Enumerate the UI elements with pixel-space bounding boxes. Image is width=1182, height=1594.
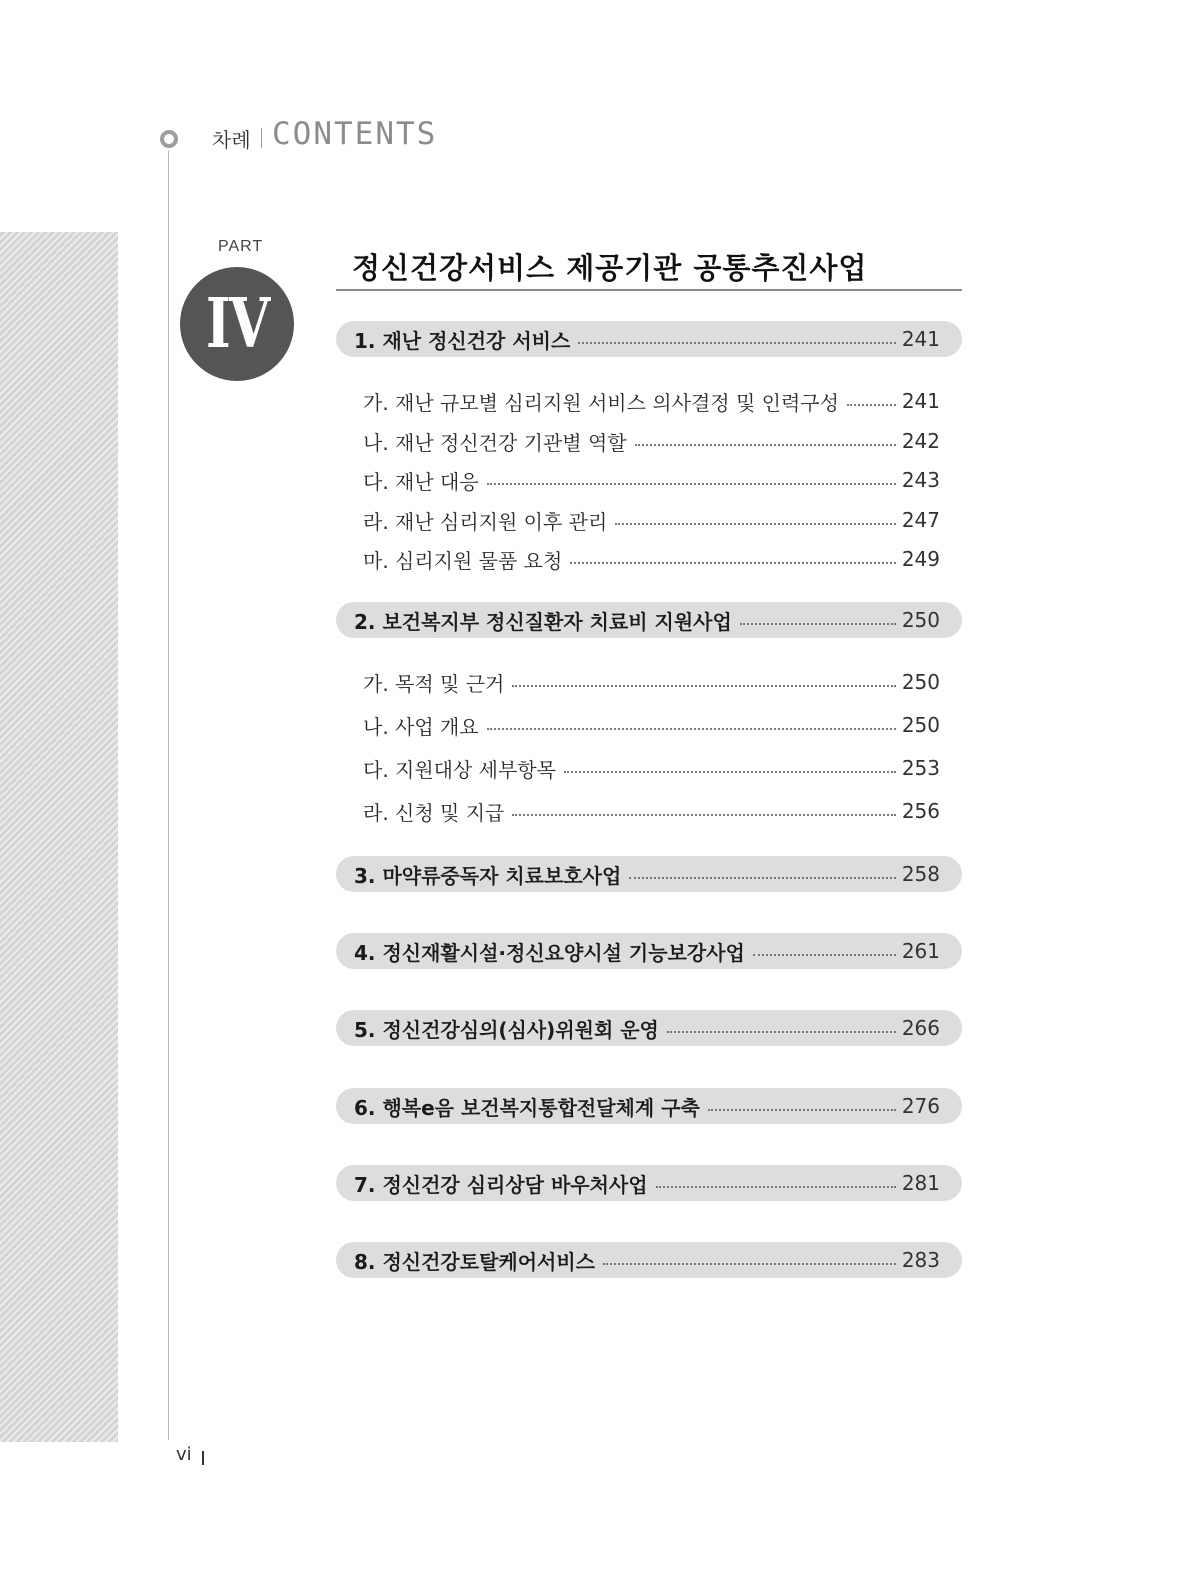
toc-section-label: 3. 마약류중독자 치료보호사업 [354, 863, 622, 888]
header-title: CONTENTS [272, 116, 438, 152]
toc-item-label: 나. 재난 정신건강 기관별 역할 [363, 430, 627, 455]
toc-item-label: 가. 재난 규모별 심리지원 서비스 의사결정 및 인력구성 [363, 390, 839, 415]
toc-item-label: 라. 재난 심리지원 이후 관리 [363, 509, 608, 534]
toc-item-leader [512, 814, 895, 816]
toc-item[interactable] [363, 385, 940, 417]
toc-section-leader [603, 1263, 896, 1265]
title-underline [336, 289, 962, 291]
toc-item-label: 라. 신청 및 지급 [363, 800, 505, 825]
toc-section-leader [656, 1186, 896, 1188]
toc-section-label: 4. 정신재활시설·정신요양시설 기능보강사업 [354, 940, 745, 965]
toc-section-leader [578, 342, 896, 344]
toc-section[interactable] [336, 1010, 962, 1046]
toc-item-label: 가. 목적 및 근거 [363, 671, 505, 696]
toc-item[interactable] [363, 425, 940, 457]
toc-section-label: 7. 정신건강 심리상담 바우처사업 [354, 1172, 648, 1197]
header-separator [261, 128, 262, 148]
toc-section-page: 266 [901, 1016, 940, 1040]
page-number: vi [176, 1444, 192, 1465]
toc-item[interactable] [363, 666, 940, 698]
toc-item-label: 다. 재난 대응 [363, 469, 479, 494]
toc-item-leader [615, 523, 896, 525]
part-title: 정신건강서비스 제공기관 공통추진사업 [352, 251, 868, 285]
toc-item-label: 마. 심리지원 물품 요청 [363, 548, 563, 573]
toc-item[interactable] [363, 709, 940, 741]
toc-section-page: 276 [901, 1094, 940, 1118]
part-number: IV [205, 284, 269, 364]
toc-section-page: 281 [901, 1171, 940, 1195]
toc-item-leader [487, 728, 896, 730]
toc-section-leader [708, 1109, 896, 1111]
toc-section-page: 258 [901, 862, 940, 886]
toc-section-label: 2. 보건복지부 정신질환자 치료비 지원사업 [354, 609, 732, 634]
toc-item-leader [487, 483, 896, 485]
toc-item-page: 253 [901, 756, 940, 780]
toc-item-leader [635, 444, 896, 446]
toc-section[interactable] [336, 602, 962, 638]
toc-section[interactable] [336, 933, 962, 969]
toc-section-leader [629, 877, 896, 879]
toc-item-page: 256 [901, 799, 940, 823]
toc-section[interactable] [336, 321, 962, 357]
toc-section[interactable] [336, 1165, 962, 1201]
toc-item[interactable] [363, 504, 940, 536]
header-label: 차례 [212, 128, 251, 152]
toc-section[interactable] [336, 856, 962, 892]
toc-section-leader [753, 954, 896, 956]
toc-item-label: 다. 지원대상 세부항목 [363, 757, 556, 782]
toc-section-page: 250 [901, 608, 940, 632]
toc-item-page: 250 [901, 670, 940, 694]
part-badge [180, 267, 294, 381]
toc-item-page: 247 [901, 508, 940, 532]
toc-section[interactable] [336, 1242, 962, 1278]
toc-section[interactable] [336, 1088, 962, 1124]
vertical-guide-line [168, 150, 169, 1440]
toc-item-page: 249 [901, 547, 940, 571]
header-circle-icon [160, 130, 178, 148]
toc-section-label: 6. 행복e음 보건복지통합전달체계 구축 [354, 1095, 700, 1120]
toc-item[interactable] [363, 752, 940, 784]
toc-item-leader [564, 771, 896, 773]
toc-section-label: 8. 정신건강토탈케어서비스 [354, 1249, 595, 1274]
side-pattern-band [0, 232, 118, 1442]
toc-section-leader [740, 623, 896, 625]
toc-section-page: 241 [901, 327, 940, 351]
toc-section-page: 261 [901, 939, 940, 963]
toc-item[interactable] [363, 464, 940, 496]
toc-item-page: 250 [901, 713, 940, 737]
toc-item-leader [570, 562, 896, 564]
part-label: PART [218, 238, 264, 255]
toc-item[interactable] [363, 795, 940, 827]
toc-item-leader [512, 685, 895, 687]
toc-item-page: 243 [901, 468, 940, 492]
toc-item-page: 242 [901, 429, 940, 453]
toc-section-label: 1. 재난 정신건강 서비스 [354, 328, 571, 353]
toc-section-page: 283 [901, 1248, 940, 1272]
toc-item-label: 나. 사업 개요 [363, 714, 479, 739]
toc-item[interactable] [363, 543, 940, 575]
toc-section-leader [667, 1031, 896, 1033]
page-number-bar [202, 1451, 204, 1465]
toc-section-label: 5. 정신건강심의(심사)위원회 운영 [354, 1017, 659, 1042]
toc-item-leader [847, 404, 896, 406]
toc-item-page: 241 [901, 389, 940, 413]
